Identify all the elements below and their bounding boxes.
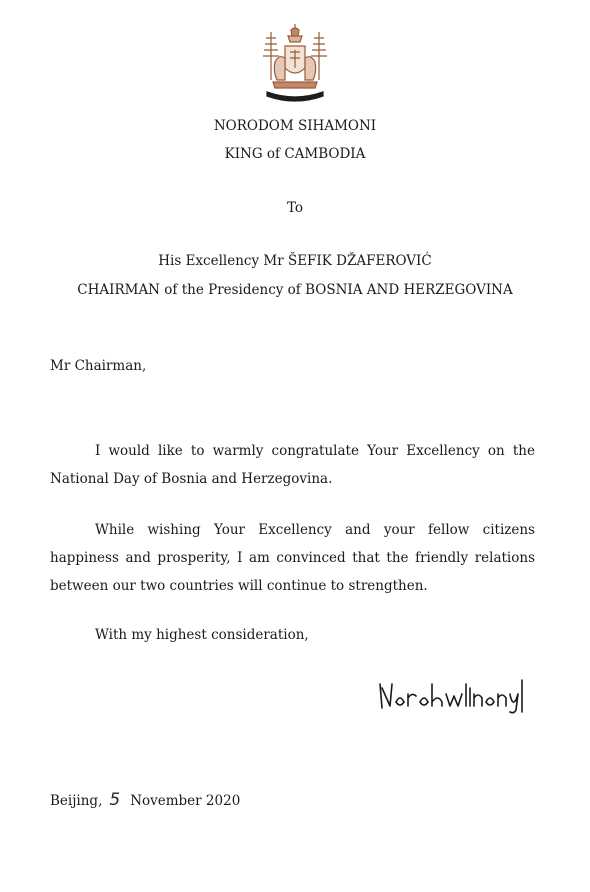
salutation: Mr Chairman,	[50, 358, 147, 374]
to-label: To	[286, 200, 304, 216]
date-day: 5	[109, 790, 121, 810]
date-city: Beijing,	[50, 793, 103, 809]
recipient-name: His Excellency Mr ŠEFIK DŽAFEROVIĆ	[158, 253, 432, 269]
royal-coat-of-arms-icon	[257, 22, 333, 104]
body-paragraph-2: While wishing Your Excellency and your fellow citizens happiness and prosperity, I am convinced that the friendly relations between our two countries will continue to strengthen.	[50, 522, 535, 594]
handwritten-signature-icon	[376, 676, 526, 716]
date-month-year: November 2020	[130, 793, 241, 809]
sender-name: NORODOM SIHAMONI	[213, 118, 377, 134]
recipient-title: CHAIRMAN of the Presidency of BOSNIA AND HERZEGOVINA	[77, 282, 513, 298]
sender-title: KING of CAMBODIA	[224, 146, 366, 162]
body-paragraph-1: I would like to warmly congratulate Your Excellency on the National Day of Bosnia and Herzegovina.	[50, 443, 535, 487]
closing-line: With my highest consideration,	[95, 627, 309, 643]
dateline	[50, 790, 240, 810]
